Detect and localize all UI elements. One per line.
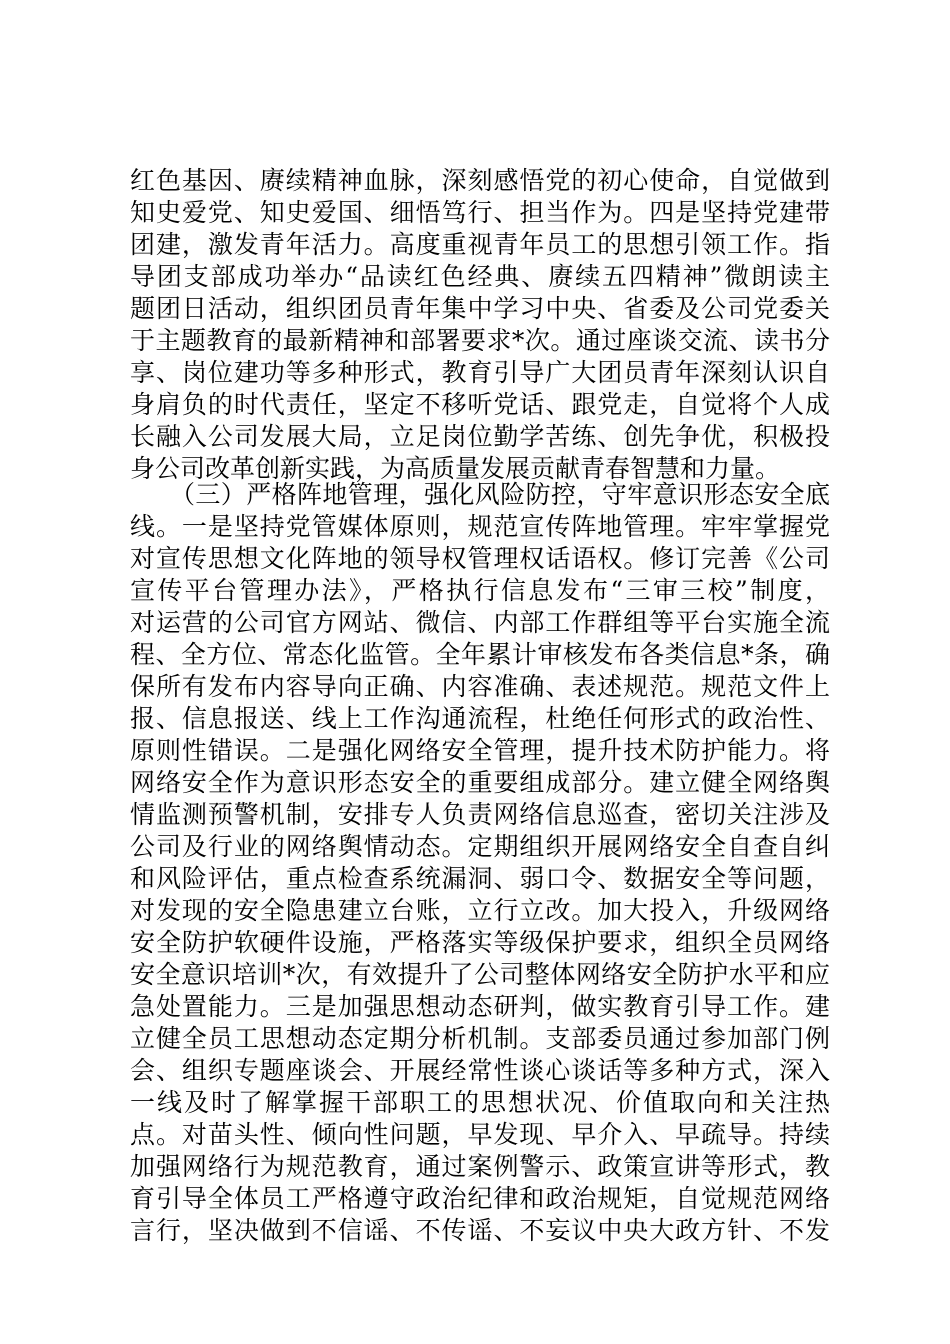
text-line: 加强网络行为规范教育，通过案例警示、政策宣讲等形式，教 [130, 1152, 830, 1181]
text-line: 宣传平台管理办法》，严格执行信息发布“三审三校”制度， [130, 576, 830, 605]
text-line: 团建，激发青年活力。高度重视青年员工的思想引领工作。指 [130, 230, 830, 259]
text-line: 导团支部成功举办“品读红色经典、赓续五四精神”微朗读主 [130, 262, 830, 291]
text-line: 长融入公司发展大局，立足岗位勤学苦练、创先争优，积极投 [130, 422, 830, 451]
text-line: 对发现的安全隐患建立台账，立行立改。加大投入，升级网络 [130, 896, 830, 925]
text-line: 红色基因、赓续精神血脉，深刻感悟党的初心使命，自觉做到 [130, 166, 830, 195]
text-line: 急处置能力。三是加强思想动态研判，做实教育引导工作。建 [130, 992, 830, 1021]
text-line: 知史爱党、知史爱国、细悟笃行、担当作为。四是坚持党建带 [130, 198, 830, 227]
body-paragraph-2 [130, 479, 830, 1247]
text-line: 点。对苗头性、倾向性问题，早发现、早介入、早疏导。持续 [130, 1120, 830, 1149]
text-line: 言行，坚决做到不信谣、不传谣、不妄议中央大政方针、不发 [130, 1216, 830, 1245]
text-line: 身肩负的时代责任，坚定不移听党话、跟党走，自觉将个人成 [130, 390, 830, 419]
text-line: 程、全方位、常态化监管。全年累计审核发布各类信息*条，确 [130, 640, 830, 669]
text-line: 题团日活动，组织团员青年集中学习中央、省委及公司党委关 [130, 294, 830, 323]
text-line: 享、岗位建功等多种形式，教育引导广大团员青年深刻认识自 [130, 358, 830, 387]
text-line: 一线及时了解掌握干部职工的思想状况、价值取向和关注热 [130, 1088, 830, 1117]
text-line: 对运营的公司官方网站、微信、内部工作群组等平台实施全流 [130, 608, 830, 637]
text-line: 会、组织专题座谈会、开展经常性谈心谈话等多种方式，深入 [130, 1056, 830, 1085]
text-line: 立健全员工思想动态定期分析机制。支部委员通过参加部门例 [130, 1024, 830, 1053]
text-line: 对宣传思想文化阵地的领导权管理权话语权。修订完善《公司 [130, 544, 830, 573]
text-line: 网络安全作为意识形态安全的重要组成部分。建立健全网络舆 [130, 768, 830, 797]
text-line: 身公司改革创新实践，为高质量发展贡献青春智慧和力量。 [130, 454, 781, 483]
body-paragraph-1 [130, 165, 830, 485]
text-line: 情监测预警机制，安排专人负责网络信息巡查，密切关注涉及 [130, 800, 830, 829]
text-line: 保所有发布内容导向正确、内容准确、表述规范。规范文件上 [130, 672, 830, 701]
text-line: 报、信息报送、线上工作沟通流程，杜绝任何形式的政治性、 [130, 704, 830, 733]
text-line: 安全防护软硬件设施，严格落实等级保护要求，组织全员网络 [130, 928, 830, 957]
section-heading-line: （三）严格阵地管理，强化风险防控，守牢意识形态安全底 [170, 480, 830, 509]
text-line: 和风险评估，重点检查系统漏洞、弱口令、数据安全等问题， [130, 864, 830, 893]
text-line: 于主题教育的最新精神和部署要求*次。通过座谈交流、读书分 [130, 326, 830, 355]
text-line: 育引导全体员工严格遵守政治纪律和政治规矩，自觉规范网络 [130, 1184, 830, 1213]
text-line: 安全意识培训*次，有效提升了公司整体网络安全防护水平和应 [130, 960, 830, 989]
text-line: 线。一是坚持党管媒体原则，规范宣传阵地管理。牢牢掌握党 [130, 512, 830, 541]
text-line: 原则性错误。二是强化网络安全管理，提升技术防护能力。将 [130, 736, 830, 765]
text-line: 公司及行业的网络舆情动态。定期组织开展网络安全自查自纠 [130, 832, 830, 861]
